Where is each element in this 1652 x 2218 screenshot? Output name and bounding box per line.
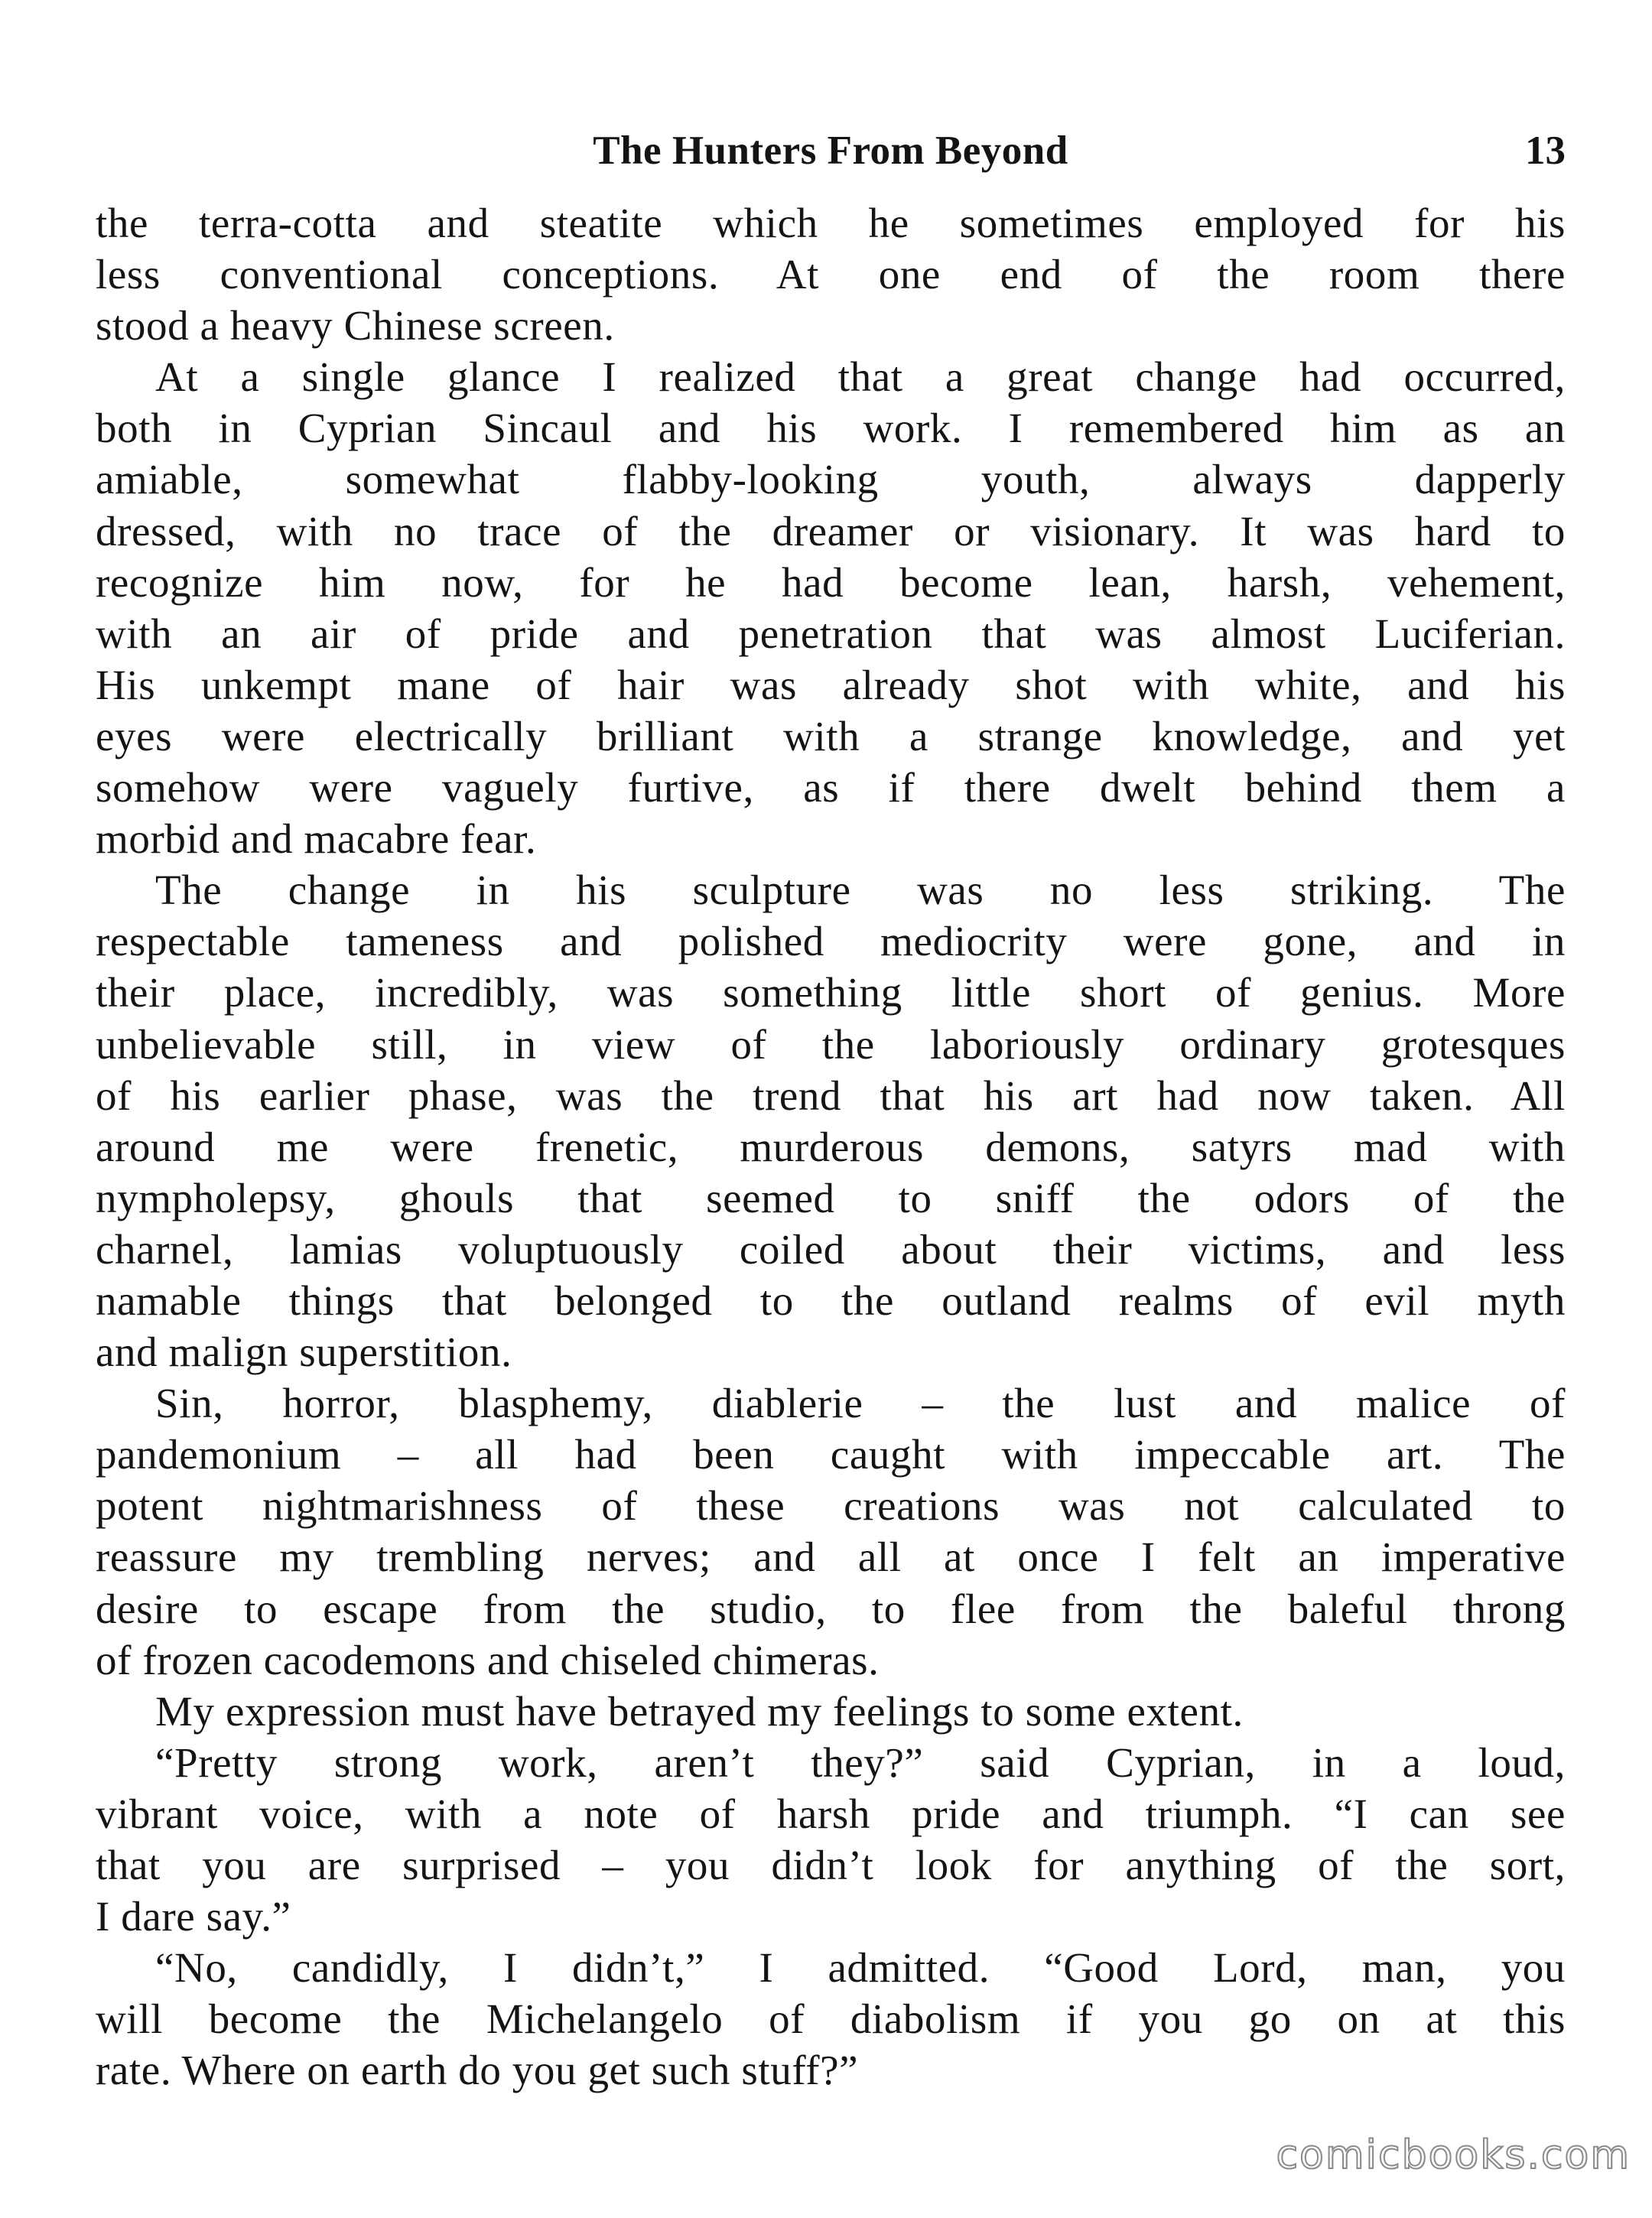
text-line: somehow were vaguely furtive, as if there dwelt behind them a bbox=[96, 764, 1566, 811]
text-line: the terra-cotta and steatite which he sometimes employed for his bbox=[96, 200, 1566, 246]
paragraph bbox=[96, 1942, 1566, 2096]
text-line: both in Cyprian Sincaul and his work. I remembered him as an bbox=[96, 405, 1566, 452]
text-line: of frozen cacodemons and chiseled chimeras. bbox=[96, 1636, 880, 1683]
page-number: 13 bbox=[1525, 128, 1566, 173]
running-title: The Hunters From Beyond bbox=[593, 128, 1068, 173]
running-head bbox=[96, 121, 1566, 180]
text-line: charnel, lamias voluptuously coiled about their victims, and less bbox=[96, 1225, 1566, 1273]
text-line: eyes were electrically brilliant with a strange knowledge, and yet bbox=[96, 712, 1566, 759]
paragraph bbox=[96, 197, 1566, 351]
text-line: vibrant voice, with a note of harsh pride and triumph. “I can see bbox=[96, 1790, 1566, 1837]
text-line: respectable tameness and polished mediocrity were gone, and in bbox=[96, 918, 1566, 965]
text-line: The change in his sculpture was no less striking. The bbox=[155, 867, 1566, 914]
paragraph bbox=[96, 351, 1566, 864]
text-line: rate. Where on earth do you get such stuff?” bbox=[96, 2047, 859, 2094]
text-line: My expression must have betrayed my feelings to some extent. bbox=[155, 1687, 1244, 1735]
paragraph bbox=[96, 1377, 1566, 1686]
text-line: stood a heavy Chinese screen. bbox=[96, 302, 615, 350]
text-line: “No, candidly, I didn’t,” I admitted. “Good Lord, man, you bbox=[155, 1944, 1566, 1992]
text-line: amiable, somewhat flabby-looking youth, always dapperly bbox=[96, 456, 1566, 503]
text-line: around me were frenetic, murderous demons, satyrs mad with bbox=[96, 1123, 1566, 1170]
text-line: potent nightmarishness of these creations was not calculated to bbox=[96, 1482, 1566, 1530]
paragraph bbox=[96, 1737, 1566, 1942]
text-line: reassure my trembling nerves; and all at once I felt an imperative bbox=[96, 1533, 1566, 1581]
text-line: and malign superstition. bbox=[96, 1329, 512, 1376]
text-line: morbid and macabre fear. bbox=[96, 815, 537, 863]
text-line: less conventional conceptions. At one end of the room there bbox=[96, 251, 1566, 298]
text-line: I dare say.” bbox=[96, 1893, 291, 1940]
text-line: pandemonium – all had been caught with impeccable art. The bbox=[96, 1431, 1566, 1478]
body-text bbox=[96, 197, 1566, 2096]
text-line: with an air of pride and penetration that was almost Luciferian. bbox=[96, 610, 1566, 657]
text-line: unbelievable still, in view of the laboriously ordinary grotesques bbox=[96, 1020, 1566, 1068]
text-line: nympholepsy, ghouls that seemed to sniff the odors of the bbox=[96, 1174, 1566, 1221]
text-line: At a single glance I realized that a great change had occurred, bbox=[155, 353, 1566, 401]
text-line: desire to escape from the studio, to flee from the baleful throng bbox=[96, 1585, 1566, 1632]
text-line: dressed, with no trace of the dreamer or visionary. It was hard to bbox=[96, 507, 1566, 554]
watermark: comicbooks.com bbox=[1276, 2132, 1631, 2178]
text-line: namable things that belonged to the outland realms of evil myth bbox=[96, 1276, 1566, 1324]
paragraph bbox=[96, 1686, 1566, 1737]
text-line: that you are surprised – you didn’t look for anything of the sort, bbox=[96, 1842, 1566, 1888]
text-line: Sin, horror, blasphemy, diablerie – the lust and malice of bbox=[155, 1380, 1566, 1427]
text-line: His unkempt mane of hair was already shot with white, and his bbox=[96, 661, 1566, 708]
text-line: recognize him now, for he had become lean, harsh, vehement, bbox=[96, 558, 1566, 606]
text-line: will become the Michelangelo of diabolism if you go on at this bbox=[96, 1995, 1566, 2043]
text-line: “Pretty strong work, aren’t they?” said Cyprian, in a loud, bbox=[155, 1738, 1566, 1786]
paragraph bbox=[96, 864, 1566, 1377]
text-line: their place, incredibly, was something little short of genius. More bbox=[96, 969, 1566, 1016]
text-line: of his earlier phase, was the trend that his art had now taken. All bbox=[96, 1072, 1566, 1119]
